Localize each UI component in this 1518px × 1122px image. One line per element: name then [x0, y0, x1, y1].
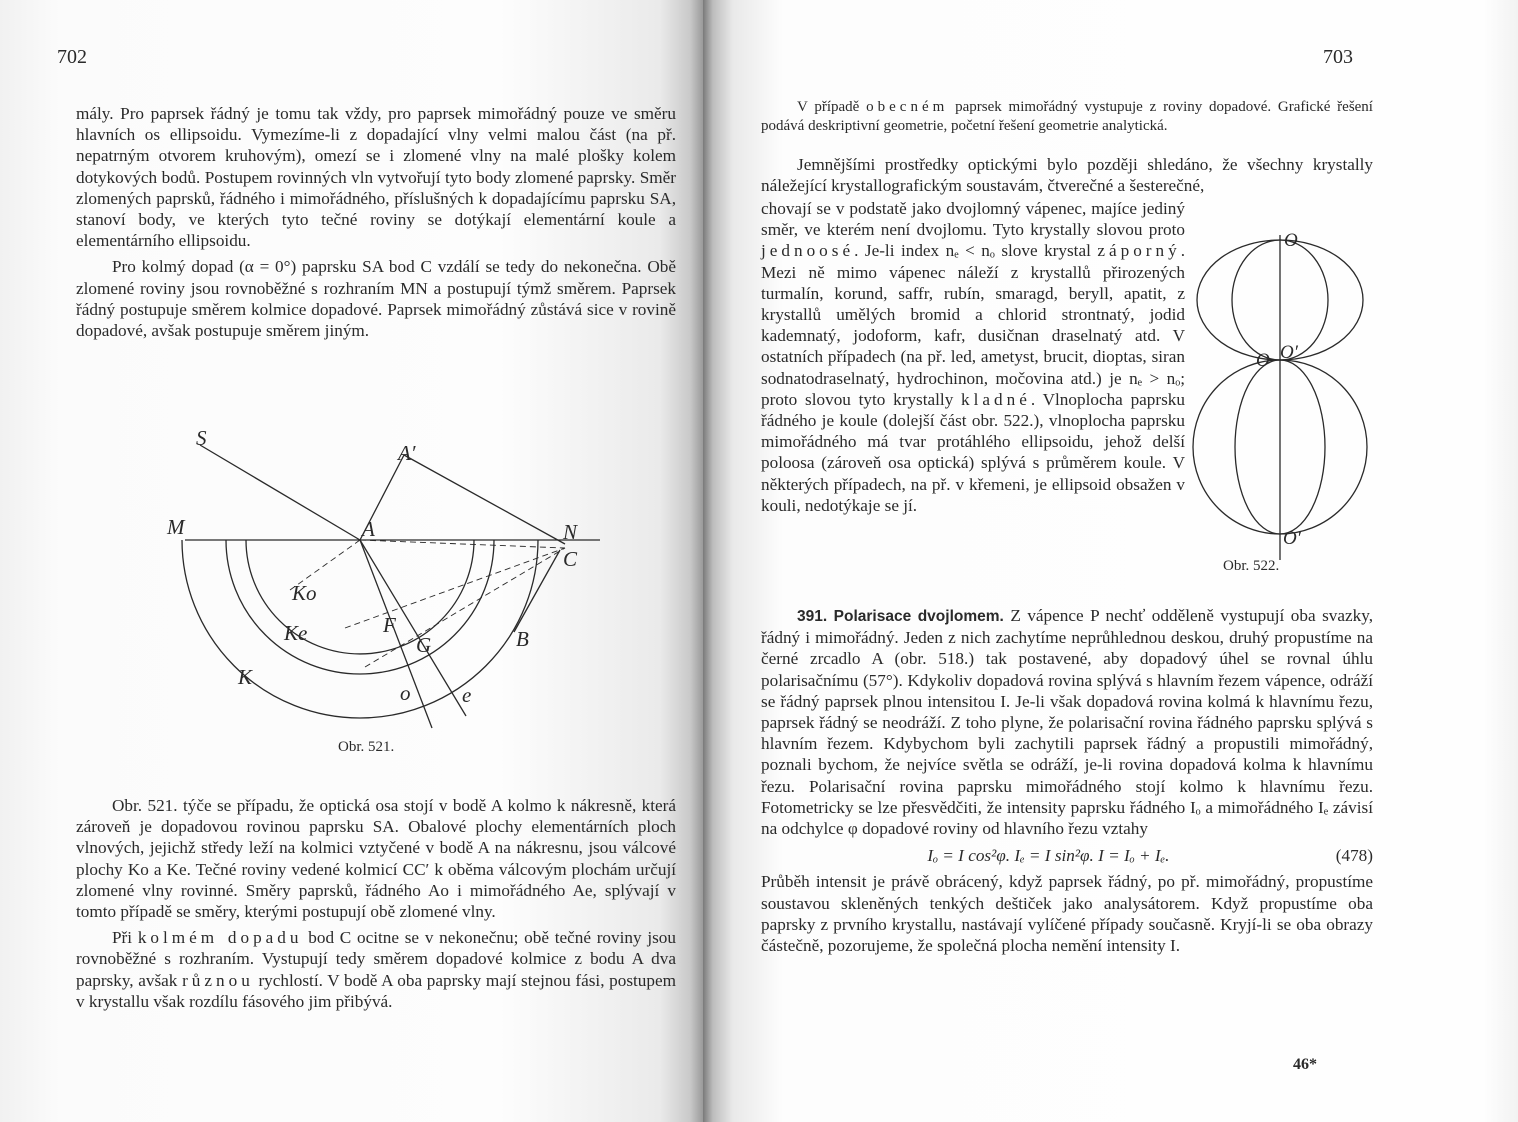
- left-p4-spaced-1: kolmém dopadu: [137, 928, 303, 948]
- right-p2-text-b: . Je-li index nₑ < nₒ slove krystal: [854, 241, 1098, 261]
- fig521-label-o: o: [400, 681, 411, 705]
- fig521-label-Ke: Ke: [284, 621, 308, 645]
- fig521-label-e: e: [462, 683, 472, 707]
- right-p2-top-text: Jemnějšími prostředky optickými bylo později shledáno, že všechny krystally náležející krystallografickým soustavám, čtverečné a šesterečné,: [761, 155, 1373, 196]
- left-p4-spaced-2: různou: [182, 970, 254, 990]
- fig521-label-F: F: [383, 613, 396, 637]
- figure-521-caption: Obr. 521.: [338, 739, 395, 755]
- right-paragraph-1: [761, 98, 1373, 135]
- right-paragraph-4: Průběh intensit je právě obrácený, když paprsek řádný, po př. mimořádný, propustíme soustavou skleněných tenkých deštiček jako analysátorem. Když propustíme oba paprsky z prvního krystallu, nastávají vylíčené případy současně. Kryjí-li se oba obrazy částečně, pozorujeme, že společná plocha nemění intensity I.: [761, 872, 1373, 956]
- fig521-label-M: M: [167, 515, 185, 539]
- fig522-label-O-prime-mid: O′: [1280, 342, 1298, 363]
- left-p4-text-c: rychlostí. V bodě A oba paprsky mají stejnou fási, postupem v krystallu však rozdílu fásového jim přibývá.: [76, 970, 676, 1011]
- left-text-bottom: [76, 795, 676, 1012]
- left-page: [0, 0, 703, 1122]
- left-text-top: [76, 103, 676, 341]
- equation-number: (478): [1335, 846, 1373, 866]
- equation-478: [761, 845, 1373, 866]
- right-p2-text-c: . Mezi ně mimo vápenec náleží z krystallů přirozených turmalín, korund, saffr, rubín, smaragd, beryll, apatit, z krystallů umělých bromid a chlorid strontnatý, jodid kademnatý, jodoform, kafr, dusičnan draselnatý atd. V ostatních případech (na př. led, ametyst, brucit, dioptas, siran sodnatodraselnatý, hydrochinon, močovina atd.) je nₑ > nₒ; proto slovou tyto krystally: [761, 241, 1185, 409]
- fig521-label-S: S: [196, 426, 207, 450]
- right-page: [703, 0, 1518, 1122]
- figure-522-caption: Obr. 522.: [1223, 558, 1280, 574]
- right-p1-text: [761, 98, 1373, 135]
- fig521-label-A-prime: A′: [398, 441, 416, 465]
- left-paragraph-4: [76, 927, 676, 1012]
- left-paragraph-1: mály. Pro paprsek řádný je tomu tak vždy, pro paprsek mimořádný pouze ve směru hlavních os ellipsoidu. Vymezíme-li z dopadající vlny velmi malou část (na př. nepatrným otvorem kruhovým), omezí se i zlomené vlny na malé plošky kolem dotykových bodů. Postupem rovinných vln vytvořují tyto body zlomené paprsky. Směr zlomených paprsků, řádného i mimořádného, příslušných k dopadajícímu paprsku SA, stanoví body, ve kterých tyto tečné roviny se dotýkají elementární koule a elementárního ellipsoidu.: [76, 104, 676, 251]
- figure-522: [1188, 225, 1373, 570]
- fig521-label-G: G: [416, 633, 432, 657]
- right-p1-text-b: paprsek mimořádný vystupuje z roviny dopadové. Grafické řešení podává deskriptivní geometrie, početní řešení geometrie analytická.: [761, 99, 1373, 134]
- signature-mark: 46*: [1293, 1056, 1317, 1073]
- right-p2-spaced-2: záporný: [1097, 241, 1181, 261]
- left-paragraph-3: Obr. 521. týče se případu, že optická osa stojí v bodě A kolmo k nákresně, která zároveň je dopadovou rovinou paprsku SA. Obalové plochy elementárních ploch vlnových, jejichž středy leží na kolmici vztyčené v bodě A na nákresnu, jsou válcové plochy Ko a Ke. Tečné roviny vedené kolmicí CC′ k oběma válcovým plochám určují zlomené vlny rovinné. Směry paprsků, řádného Ao i mimořádného Ae, splývají v tomto případě se směry, kterými postupují obě zlomené vlny.: [76, 796, 676, 922]
- right-p1-text-a: V případě: [797, 99, 867, 115]
- fig521-label-C: C: [563, 547, 578, 571]
- right-paragraph-2-top: [761, 154, 1373, 196]
- fig522-label-O-mid: O: [1256, 350, 1270, 371]
- section-heading-391: 391. Polarisace dvojlomem.: [797, 608, 1004, 625]
- right-p2-column-text: [761, 198, 1185, 516]
- right-p1-spaced: obecném: [866, 99, 949, 115]
- fig522-label-O-top: O: [1284, 230, 1298, 251]
- right-paragraph-3: [761, 605, 1373, 839]
- figure-521: [160, 418, 610, 748]
- fig521-label-A: A: [362, 517, 375, 541]
- right-section-391: [761, 605, 1373, 956]
- right-p2-spaced-1: jednoosé: [761, 241, 855, 261]
- left-p4-text-b: bod C ocitne se v nekonečnu; obě tečné roviny jsou rovnoběžné s rozhraním. Vystupují tedy směrem dopadové kolmice z bodu A dva paprsky, avšak: [76, 928, 676, 990]
- fig521-label-N: N: [563, 520, 578, 544]
- right-p2-text-a: chovají se v podstatě jako dvojlomný vápenec, majíce jediný směr, ve kterém není dvojlomu. Tyto krystally slovou proto: [761, 199, 1185, 240]
- left-p4-text-a: Při: [112, 928, 138, 948]
- fig522-label-O-prime-bottom: O′: [1283, 528, 1301, 549]
- fig521-label-B: B: [516, 627, 529, 651]
- fig521-label-K: K: [238, 665, 253, 689]
- left-paragraph-2: Pro kolmý dopad (α = 0°) paprsku SA bod C vzdálí se tedy do nekonečna. Obě zlomené roviny jsou rovnoběžné s rozhraním MN a postupují týmž směrem. Paprsek řádný postupuje směrem kolmice dopadové. Paprsek mimořádný zůstává sice v rovině dopadové, avšak postupuje směrem jiným.: [76, 257, 676, 341]
- right-paragraph-2-column: [761, 198, 1185, 516]
- equation-text: Iₒ = I cos²φ. Iₑ = I sin²φ. I = Iₒ + Iₑ.: [927, 846, 1170, 866]
- page-number-right: 703: [1323, 46, 1353, 68]
- fig521-label-Ko: Ko: [292, 581, 317, 605]
- page-number-left: 702: [57, 46, 87, 68]
- right-p3-text: Z vápence P nechť odděleně vystupují oba svazky, řádný i mimořádný. Jeden z nich zachytíme neprůhlednou deskou, druhý propustíme na černé zrcadlo A (obr. 518.) tak postavené, aby dopadový úhel se rovnal úhlu polarisačnímu (57°). Kdykoliv dopadová rovina splývá s hlavním řezem vápence, odráží se řádný paprsek plnou intensitou I. Je-li však dopadová rovina kolmá k hlavnímu řezu, paprsek řádný se neodráží. Z toho plyne, že polarisační rovina řádného paprsku splývá s hlavním řezem. Kdybychom byli zachytili paprsek řádný a propustili mimořádný, poznali bychom, že nejvíce světla se odráží, je-li rovina dopadová kolma k hlavnímu řezu. Polarisační rovina paprsku mimořádného stojí kolmo k hlavnímu řezu. Fotometricky se lze přesvědčiti, že intensity paprsku řádného Iₒ a mimořádného Iₑ závisí na odchylce φ dopadové roviny od hlavního řezu vztahy: [761, 606, 1374, 839]
- right-p2-text-d: . Vlnoplocha paprsku řádného je koule (dolejší část obr. 522.), vlnoplocha paprsku mimořádného má tvar protáhlého ellipsoidu, jehož delší poloosa (zároveň osa optická) splývá s průměrem koule. V některých případech, na př. v křemeni, je ellipsoid obsažen v kouli, nedotýkaje se jí.: [761, 389, 1185, 515]
- right-p2-spaced-3: kladné: [961, 389, 1031, 409]
